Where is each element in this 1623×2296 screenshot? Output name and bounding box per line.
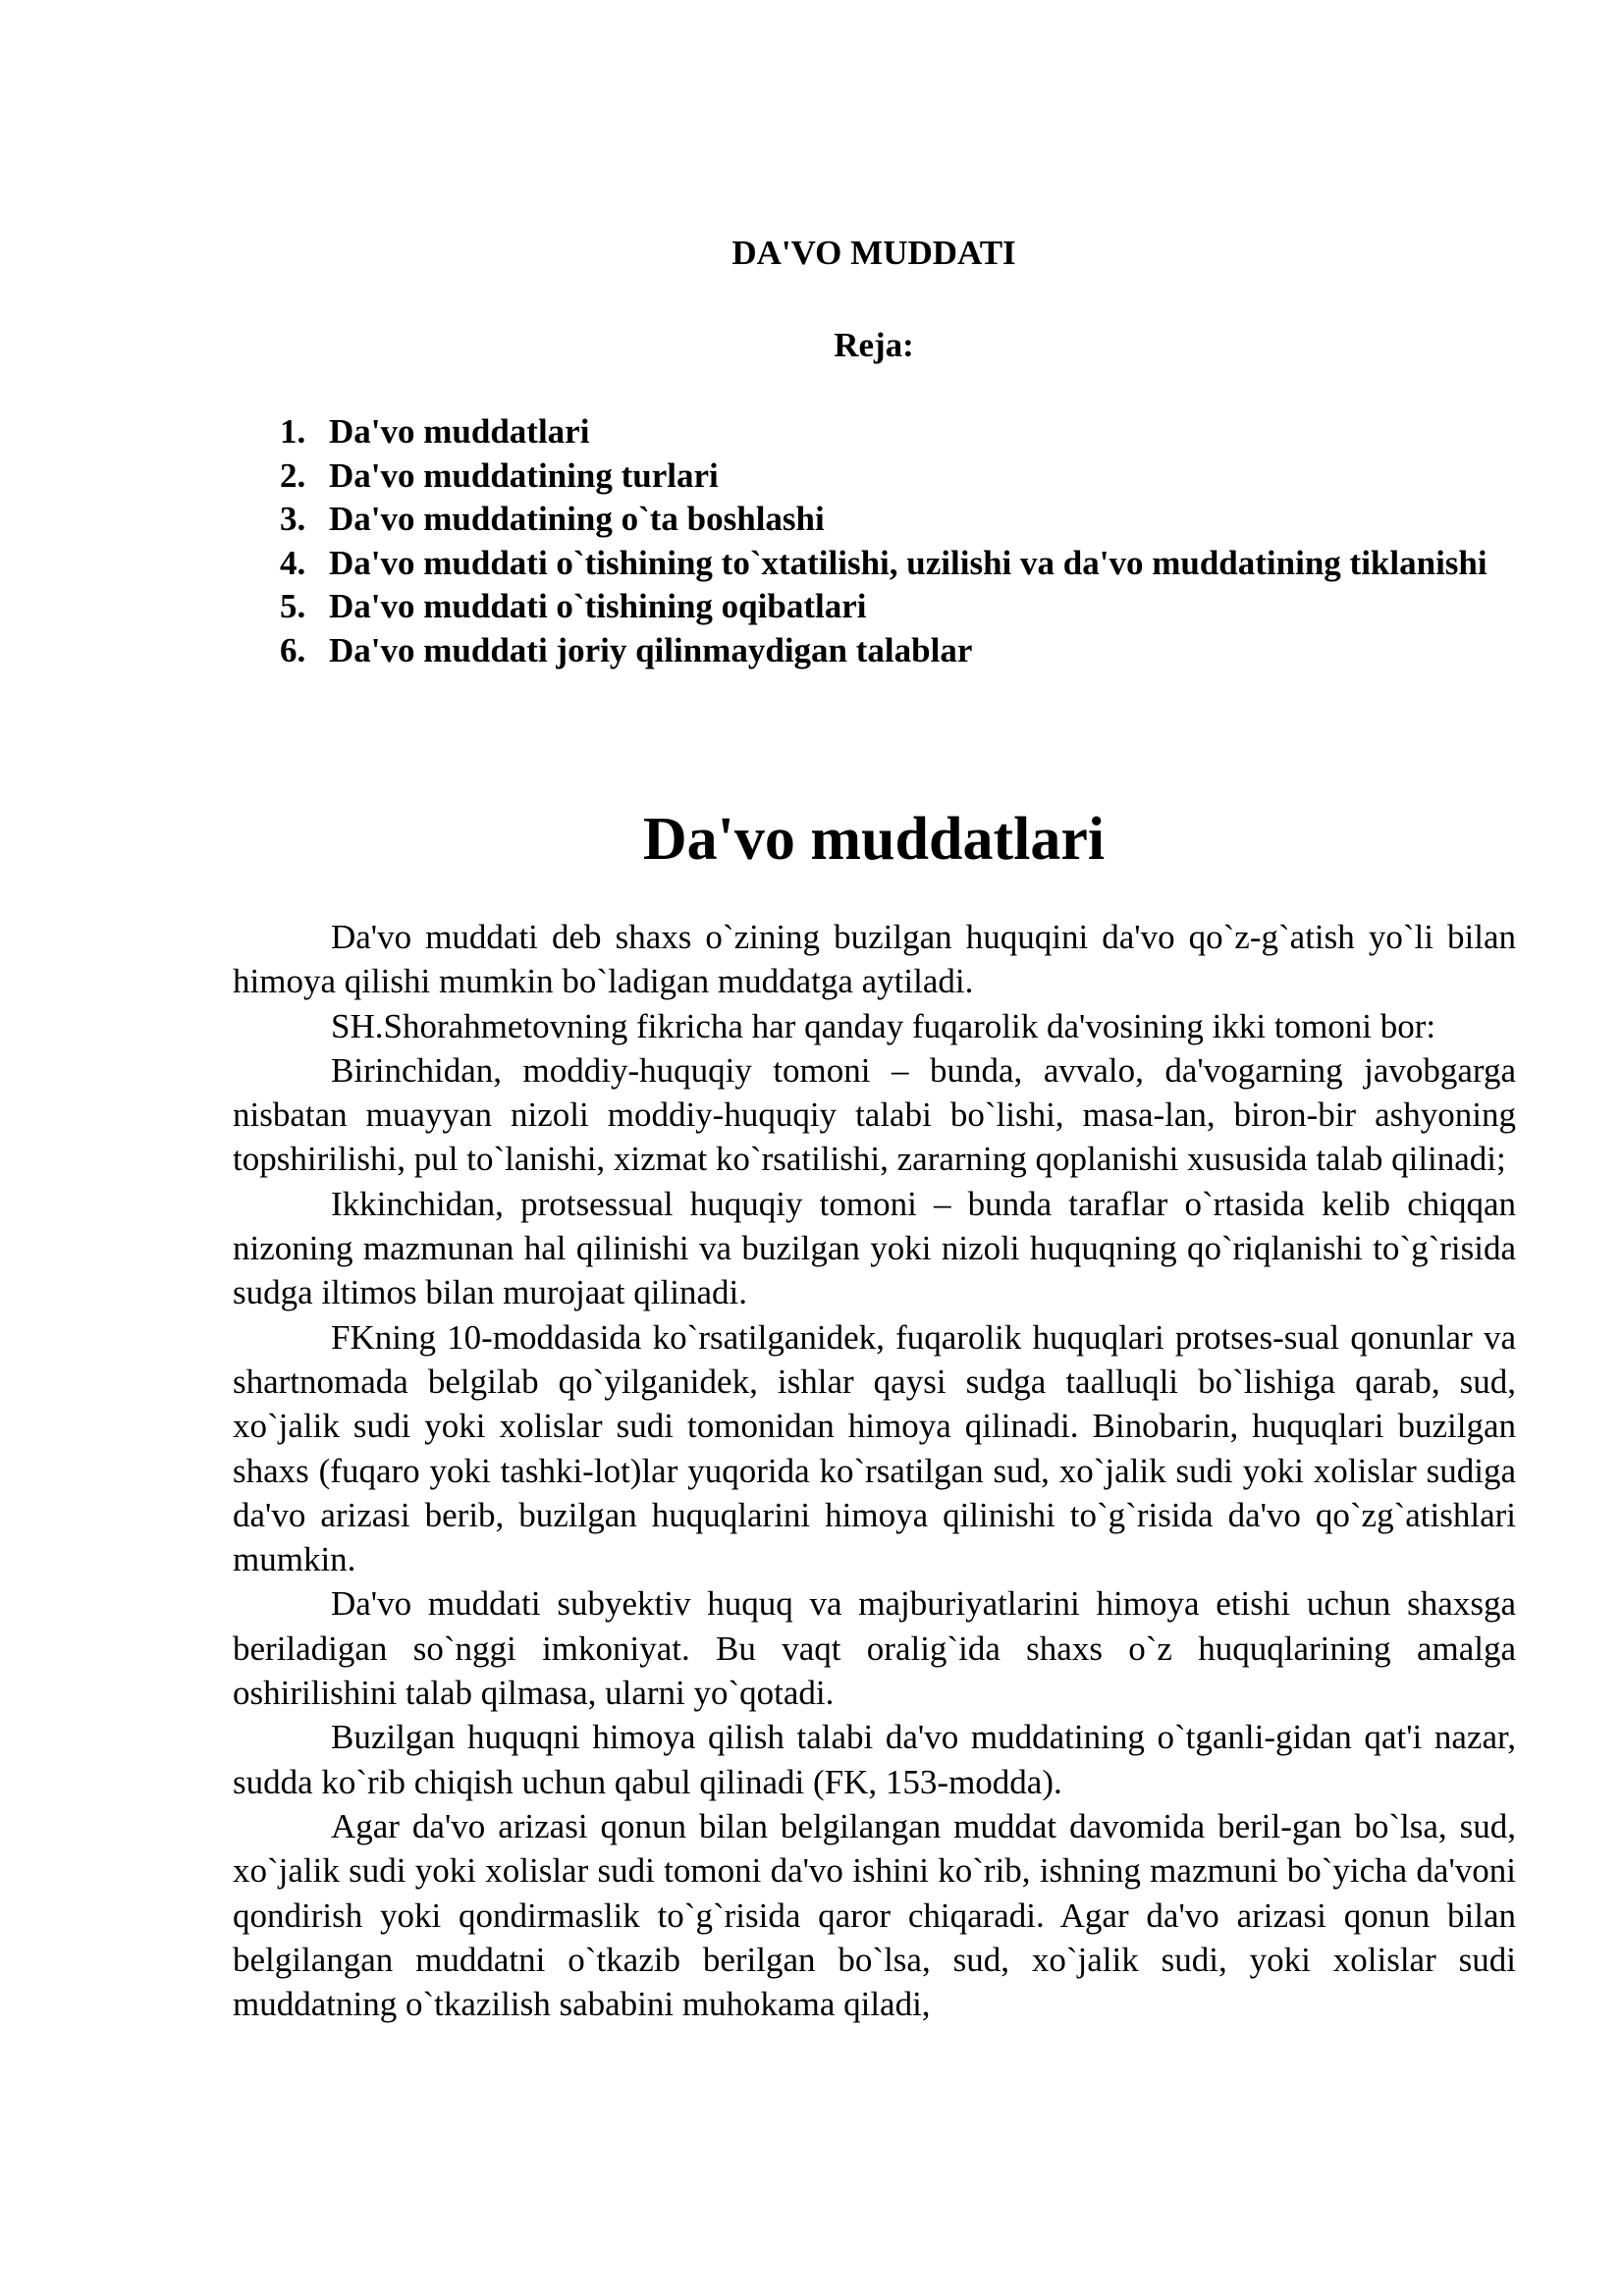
plan-list xyxy=(280,410,1507,672)
body-text xyxy=(233,915,1516,2026)
plan-item xyxy=(280,629,1507,673)
plan-item xyxy=(280,498,1507,542)
plan-item-number: 2. xyxy=(280,455,306,495)
plan-item-number: 5. xyxy=(280,587,306,625)
plan-item-text: Da'vo muddati joriy qilinmaydigan talablar xyxy=(329,630,973,669)
plan-item-text: Da'vo muddati o`tishining to`xtatilishi, uzilishi va da'vo muddatining tiklanishi xyxy=(329,543,1488,582)
plan-item xyxy=(280,542,1507,586)
plan-item-number: 6. xyxy=(280,630,306,669)
paragraph: Da'vo muddati deb shaxs o`zining buzilgan huquqini da'vo qo`z-g`atish yo`li bilan himoya qilishi mumkin bo`ladigan muddatga aytiladi. xyxy=(233,918,1516,1001)
paragraph: FKning 10-moddasida ko`rsatilganidek, fuqarolik huquqlari protses-sual qonunlar va shartnomada belgilab qo`yilganidek, ishlar qaysi sudga taalluqli bo`lishiga qarab, sud, xo`jalik sudi yoki xolislar sudi tomonidan himoya qilinadi. Binobarin, huquqlari buzilgan shaxs (fuqaro yoki tashki-lot)lar yuqorida ko`rsatilgan sud, xo`jalik sudi yoki xolislar sudiga da'vo arizasi berib, buzilgan huquqlarini himoya qilinishi to`g`risida da'vo qo`zg`atishlari mumkin. xyxy=(233,1317,1516,1579)
plan-item-number: 1. xyxy=(280,412,306,451)
plan-item xyxy=(280,454,1507,499)
paragraph: SH.Shorahmetovning fikricha har qanday fuqarolik da'vosining ikki tomoni bor: xyxy=(331,1006,1436,1045)
plan-item xyxy=(280,410,1507,454)
plan-item-number: 4. xyxy=(280,543,306,582)
plan-item-text: Da'vo muddatlari xyxy=(329,412,590,451)
paragraph: Da'vo muddati subyektiv huquq va majburiyatlarini himoya etishi uchun shaxsga beriladigan so`nggi imkoniyat. Bu vaqt oralig`ida shaxs o`z huquqlarining amalga oshirilishini talab qilmasa, ularni yo`qotadi. xyxy=(233,1584,1516,1713)
plan-item xyxy=(280,585,1507,629)
plan-item-text: Da'vo muddatining turlari xyxy=(329,455,719,495)
plan-item-text: Da'vo muddatining o`ta boshlashi xyxy=(329,500,825,538)
section-heading: Da'vo muddatlari xyxy=(642,806,1106,873)
paragraph: Buzilgan huquqni himoya qilish talabi da'vo muddatining o`tganli-gidan qat'i nazar, sudda ko`rib chiqish uchun qabul qilinadi (FK, 153-modda). xyxy=(233,1718,1516,1801)
plan-item-number: 3. xyxy=(280,500,306,538)
paragraph: Birinchidan, moddiy-huquqiy tomoni – bunda, avvalo, da'vogarning javobgarga nisbatan muayyan nizoli moddiy-huquqiy talabi bo`lishi, masa-lan, biron-bir ashyoning topshirilishi, pul to`lanishi, xizmat ko`rsatilishi, zararning qoplanishi xususida talab qilinadi; xyxy=(233,1050,1516,1179)
paragraph: Agar da'vo arizasi qonun bilan belgilangan muddat davomida beril-gan bo`lsa, sud, xo`jalik sudi yoki xolislar sudi tomoni da'vo ishini ko`rib, ishning mazmuni bo`yicha da'voni qondirish yoki qondirmaslik to`g`risida qaror chiqaradi. Agar da'vo arizasi qonun bilan belgilangan muddatni o`tkazib berilgan bo`lsa, sud, xo`jalik sudi, yoki xolislar sudi muddatning o`tkazilish sababini muhokama qiladi, xyxy=(233,1806,1516,2024)
plan-label: Reja: xyxy=(834,326,914,364)
document-title: DA'VO MUDDATI xyxy=(731,234,1016,272)
paragraph: Ikkinchidan, protsessual huquqiy tomoni – bunda taraflar o`rtasida kelib chiqqan nizoning mazmunan hal qilinishi va buzilgan yoki nizoli huquqning qo`riqlanishi to`g`risida sudga iltimos bilan murojaat qilinadi. xyxy=(233,1184,1516,1312)
plan-item-text: Da'vo muddati o`tishining oqibatlari xyxy=(329,587,867,625)
